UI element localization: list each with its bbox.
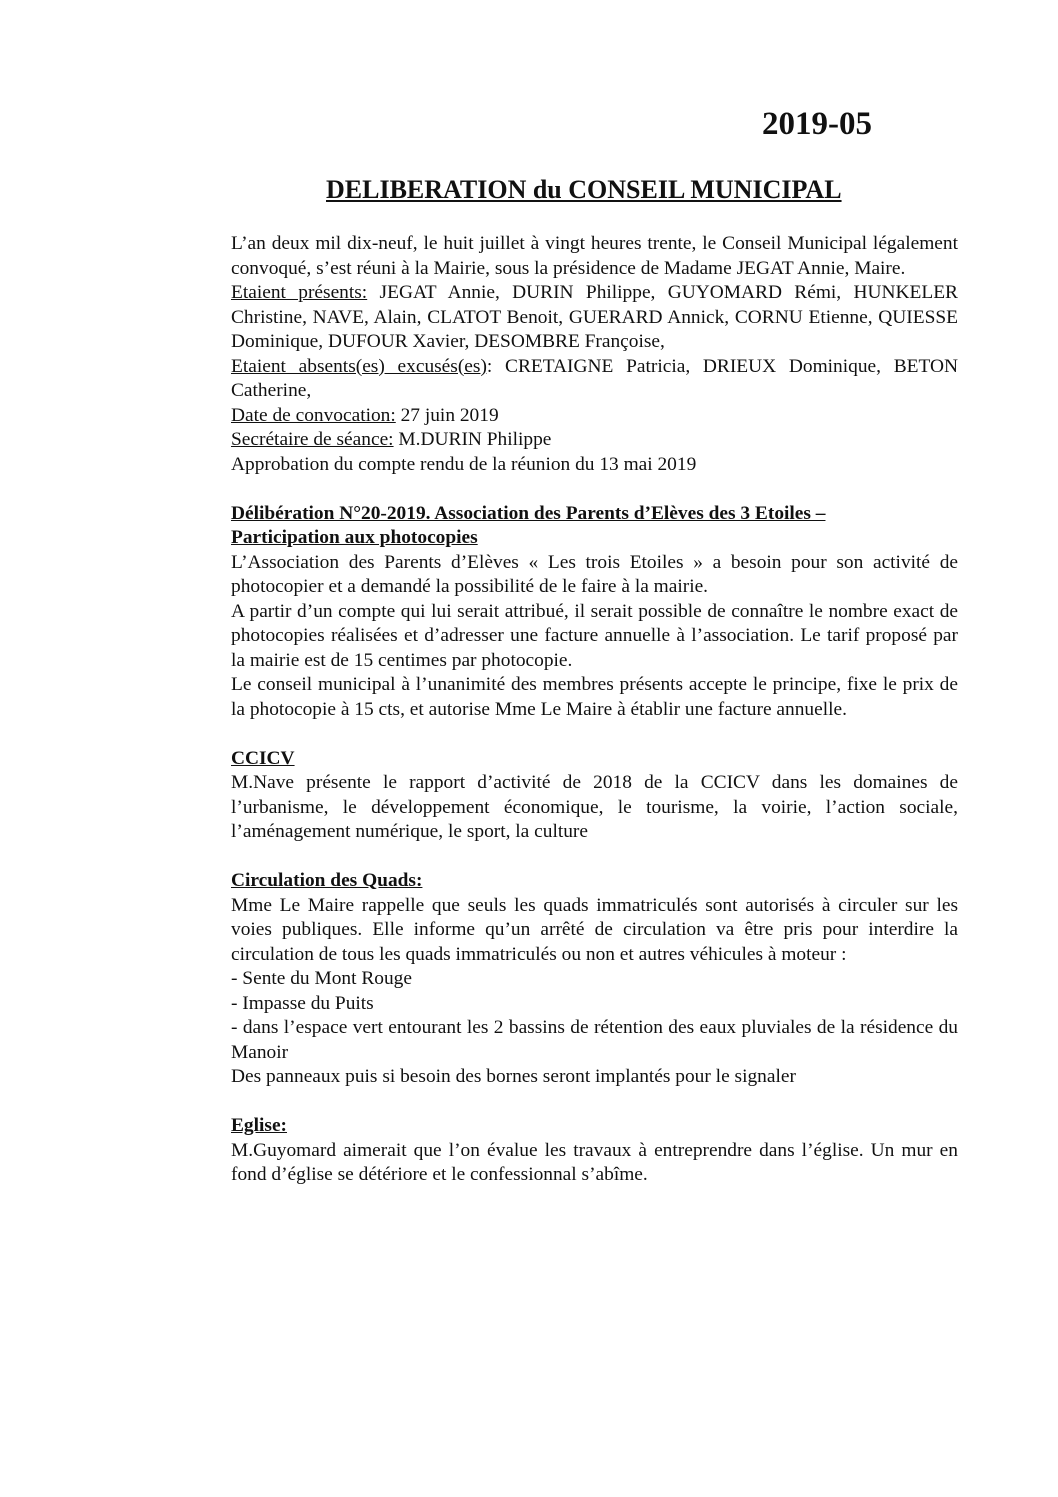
document-body xyxy=(231,232,958,1188)
section-heading-quads: Circulation des Quads: xyxy=(231,870,423,891)
document-number: 2019-05 xyxy=(762,106,872,142)
present-list: JEGAT Annie, DURIN Philippe, GUYOMARD Rémi, HUNKELER Christine, NAVE, Alain, CLATOT Benoit, GUERARD Annick, CORNU Etienne, QUIESSE Dominique, DUFOUR Xavier, DESOMBRE Françoise, xyxy=(231,282,958,352)
absent-members xyxy=(231,355,958,404)
photocopies-decision: Le conseil municipal à l’unanimité des membres présents accepte le principe, fixe le prix de la photocopie à 15 cts, et autorise Mme Le Maire à établir une facture annuelle. xyxy=(231,674,958,720)
meeting-secretary xyxy=(231,428,958,453)
section-heading-eglise: Eglise: xyxy=(231,1115,288,1136)
approval-line: Approbation du compte rendu de la réunion du 13 mai 2019 xyxy=(231,453,697,475)
secretary-value: M.DURIN Philippe xyxy=(393,429,552,450)
convocation-value: 27 juin 2019 xyxy=(395,404,499,426)
convocation-label: Date de convocation: xyxy=(231,404,396,426)
intro-paragraph: L’an deux mil dix-neuf, le huit juillet à vingt heures trente, le Conseil Municipal légalement convoqué, s’est réuni à la Mairie, sous la présidence de Madame JEGAT Annie, Maire. xyxy=(231,233,958,279)
document-title: DELIBERATION du CONSEIL MUNICIPAL xyxy=(326,175,842,204)
present-label: Etaient présents: xyxy=(231,282,368,303)
absent-label: Etaient absents(es) excusés(es) xyxy=(231,355,487,377)
present-members xyxy=(231,281,958,355)
photocopies-paragraph: A partir d’un compte qui lui serait attribué, il serait possible de connaître le nombre exact de photocopies réalisées et d’adresser une facture annuelle à l’association. Le tarif proposé par la mairie est de 15 centimes par photocopie. xyxy=(231,600,958,671)
secretary-label: Secrétaire de séance: xyxy=(231,429,394,450)
list-item: - dans l’espace vert entourant les 2 bassins de rétention des eaux pluviales de la résidence du Manoir xyxy=(231,1017,958,1063)
list-item: - Impasse du Puits xyxy=(231,992,374,1014)
ccicv-paragraph: M.Nave présente le rapport d’activité de 2018 de la CCICV dans les domaines de l’urbanisme, le développement économique, le tourisme, la voirie, l’action sociale, l’aménagement numérique, le sport, la culture xyxy=(231,772,958,842)
quads-paragraph: Mme Le Maire rappelle que seuls les quads immatriculés sont autorisés à circuler sur les voies publiques. Elle informe qu’un arrêté de circulation va être pris pour interdire la circulation de tous les quads immatriculés ou non et autres véhicules à moteur : xyxy=(231,894,958,965)
photocopies-paragraph: L’Association des Parents d’Elèves « Les trois Etoiles » a besoin pour son activité de photocopier et a demandé la possibilité de le faire à la mairie. xyxy=(231,551,958,597)
convocation-date xyxy=(231,404,958,429)
eglise-paragraph: M.Guyomard aimerait que l’on évalue les travaux à entreprendre dans l’église. Un mur en fond d’église se détériore et le confessionnal s’abîme. xyxy=(231,1139,958,1185)
section-heading-photocopies: Délibération N°20-2019. Association des Parents d’Elèves des 3 Etoiles – xyxy=(231,502,826,524)
absent-list: : CRETAIGNE Patricia, DRIEUX Dominique, BETON Catherine, xyxy=(231,355,958,401)
quads-signage: Des panneaux puis si besoin des bornes seront implantés pour le signaler xyxy=(231,1066,796,1087)
section-heading-photocopies-cont: Participation aux photocopies xyxy=(231,527,478,548)
list-item: - Sente du Mont Rouge xyxy=(231,968,412,989)
section-heading-ccicv: CCICV xyxy=(231,747,295,769)
